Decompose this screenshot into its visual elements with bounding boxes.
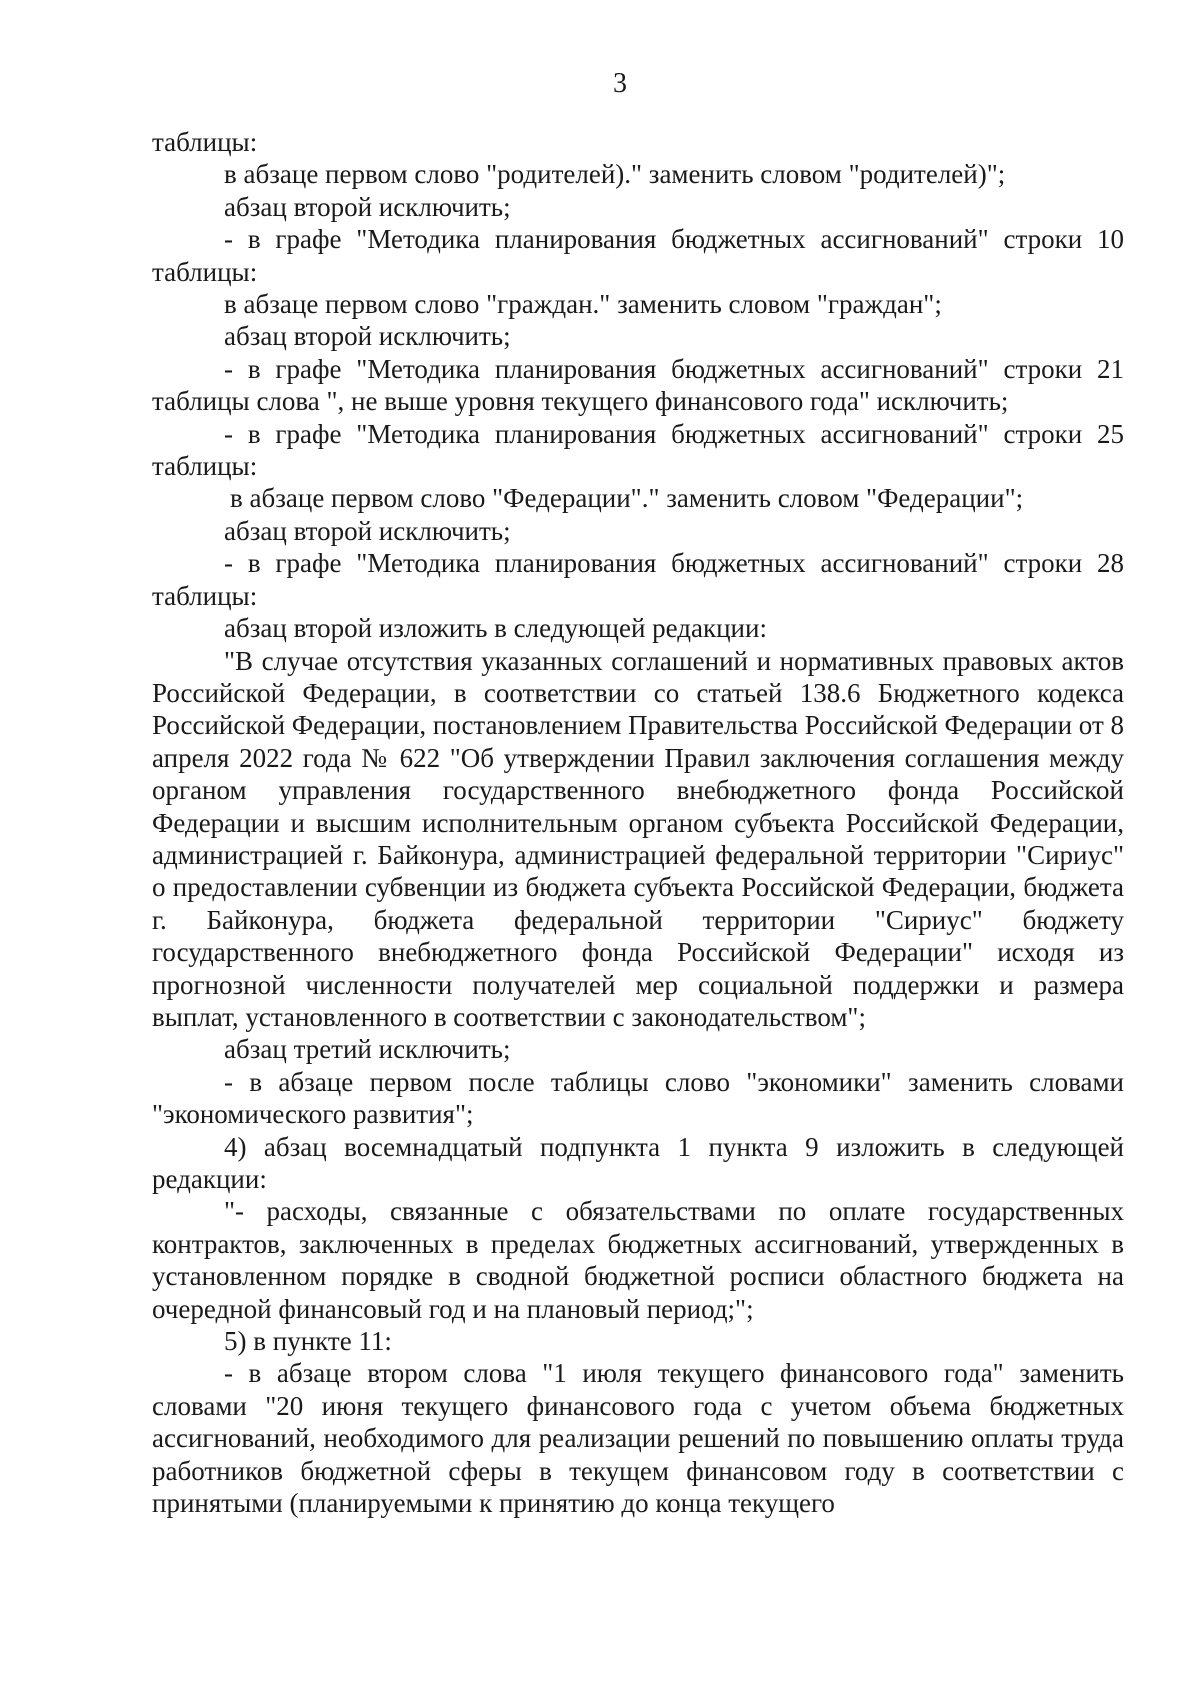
paragraph: в абзаце первом слово "родителей)." заменить словом "родителей)";	[224, 159, 1006, 190]
paragraph: - в графе "Методика планирования бюджетных ассигнований" строки 28 таблицы:	[152, 548, 1124, 611]
document-body	[152, 126, 1124, 1519]
paragraph: - в абзаце втором слова "1 июля текущего финансового года" заменить словами "20 июня текущего финансового года с учетом объема бюджетных ассигнований, необходимого для реализации решений по повышению оплаты труда работников бюджетной сферы в текущем финансовом году в соответствии с принятыми (планируемыми к принятию до конца текущего	[152, 1358, 1124, 1519]
paragraph: - в графе "Методика планирования бюджетных ассигнований" строки 21 таблицы слова ", не выше уровня текущего финансового года" исключить;	[152, 353, 1124, 417]
paragraph: в абзаце первом слово "граждан." заменить словом "граждан";	[224, 289, 942, 320]
page-number: 3	[613, 68, 627, 99]
paragraph: - в графе "Методика планирования бюджетных ассигнований" строки 10 таблицы:	[152, 224, 1124, 287]
paragraph: 4) абзац восемнадцатый подпункта 1 пункта 9 изложить в следующей редакции:	[152, 1131, 1124, 1194]
quoted-paragraph: "- расходы, связанные с обязательствами по оплате государственных контрактов, заключенных в пределах бюджетных ассигнований, утвержденных в установленном порядке в сводной бюджетной росписи областного бюджета на очередной финансовый год и на плановый период;";	[152, 1196, 1124, 1324]
quoted-paragraph: "В случае отсутствия указанных соглашений и нормативных правовых актов Российской Федерации, в соответствии со статьей 138.6 Бюджетного кодекса Российской Федерации, постановлением Правительства Российской Федерации от 8 апреля 2022 года № 622 "Об утверждении Правил заключения соглашения между органом управления государственного внебюджетного фонда Российской Федерации и высшим исполнительным органом субъекта Российской Федерации, администрацией г. Байконура, администрацией федеральной территории "Сириус" о предоставлении субвенции из бюджета субъекта Российской Федерации, бюджета г. Байконура, бюджета федеральной территории "Сириус" бюджету государственного внебюджетного фонда Российской Федерации" исходя из прогнозной численности получателей мер социальной поддержки и размера выплат, установленного в соответствии с законодательством";	[152, 645, 1124, 1032]
paragraph: в абзаце первом слово "Федерации"." заменить словом "Федерации";	[230, 483, 1024, 514]
paragraph: - в абзаце первом после таблицы слово "экономики" заменить словами "экономического развития";	[152, 1066, 1124, 1130]
paragraph: абзац третий исключить;	[224, 1034, 511, 1065]
paragraph: - в графе "Методика планирования бюджетных ассигнований" строки 25 таблицы:	[152, 418, 1124, 482]
paragraph: 5) в пункте 11:	[224, 1326, 392, 1357]
paragraph: абзац второй исключить;	[224, 321, 511, 352]
paragraph: абзац второй изложить в следующей редакции:	[224, 613, 767, 644]
paragraph: абзац второй исключить;	[224, 515, 511, 546]
paragraph: абзац второй исключить;	[224, 191, 511, 222]
paragraph: таблицы:	[152, 127, 258, 157]
